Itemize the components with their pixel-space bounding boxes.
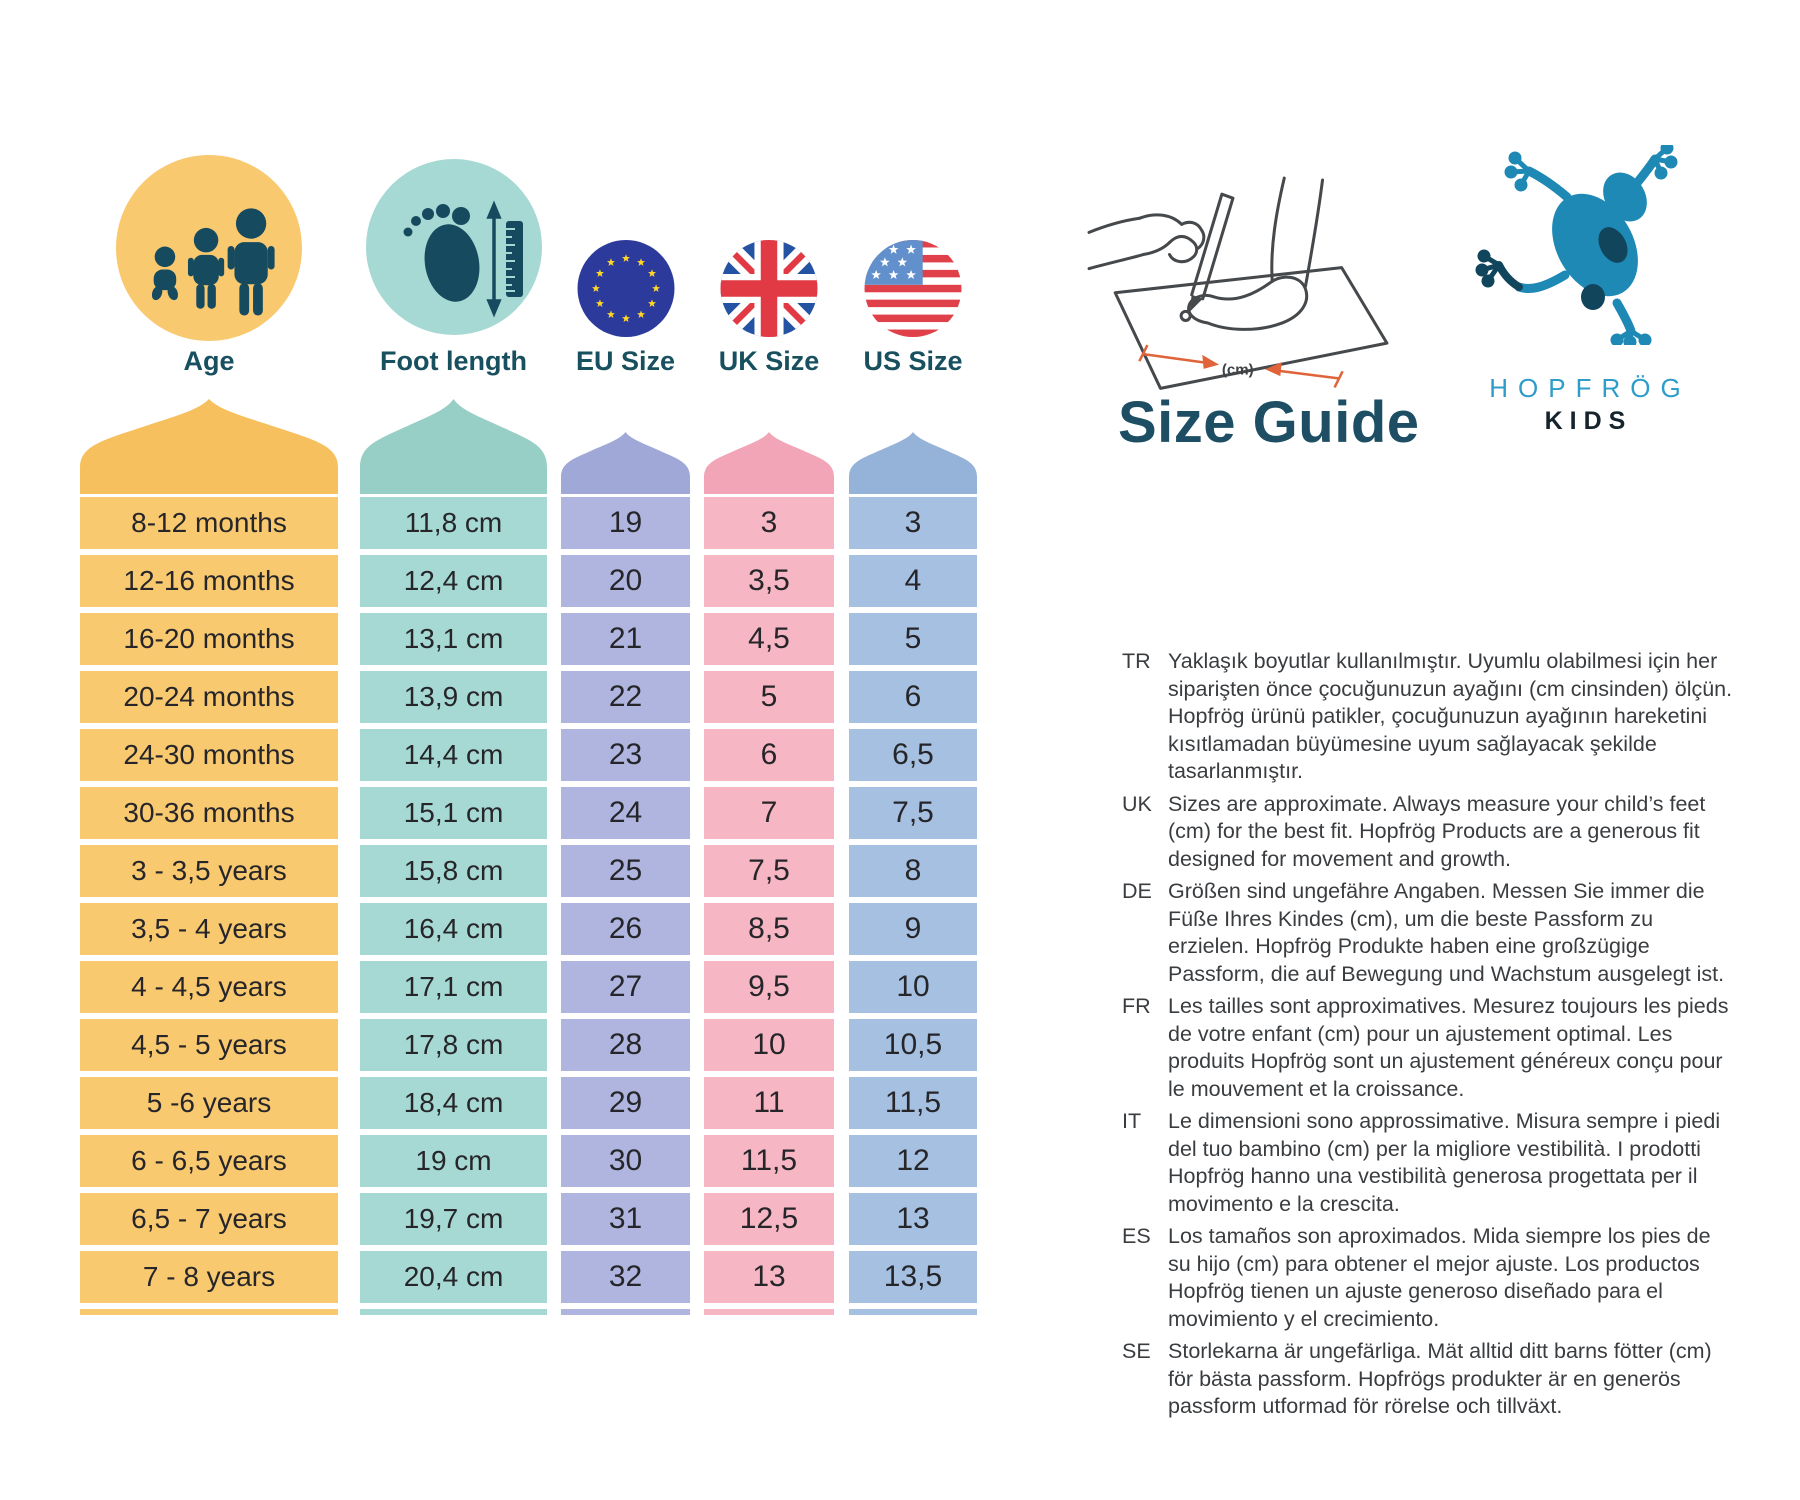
column-arch (704, 432, 834, 494)
column-header-foot-length: Foot length (380, 346, 527, 376)
foot-length-icon (366, 159, 542, 335)
size-cell-uk: 7,5 (704, 845, 834, 897)
language-notes (1122, 648, 1736, 1426)
language-note (1122, 1338, 1736, 1421)
size-cell-foot: 20,4 cm (360, 1251, 547, 1303)
size-cell-foot: 19 cm (360, 1135, 547, 1187)
foot-measuring-illustration (1085, 172, 1397, 392)
column-foot-length (360, 0, 547, 1500)
size-cell-eu: 26 (561, 903, 690, 955)
language-note (1122, 791, 1736, 874)
size-cell-uk: 6 (704, 729, 834, 781)
eu-flag-icon (577, 240, 674, 337)
size-cell-eu: 20 (561, 555, 690, 607)
size-cell-eu: 22 (561, 671, 690, 723)
language-note-text: Le dimensioni sono approssimative. Misura sempre i piedi del tuo bambino (cm) per la migliore vestibilità. I prodotti Hopfrög hanno una vestibilità generosa progettata per il movimento e la crescita. (1168, 1109, 1721, 1216)
size-cell-uk: 8,5 (704, 903, 834, 955)
size-cell-us: 7,5 (849, 787, 977, 839)
column-rows-uk (704, 497, 834, 1309)
size-cell-eu: 21 (561, 613, 690, 665)
size-cell-eu: 29 (561, 1077, 690, 1129)
size-cell-uk: 10 (704, 1019, 834, 1071)
size-cell-foot: 19,7 cm (360, 1193, 547, 1245)
size-cell-eu: 28 (561, 1019, 690, 1071)
language-note (1122, 648, 1736, 786)
language-note-text: Storlekarna är ungefärliga. Mät alltid ditt barns fötter (cm) för bästa passform. Hopfrögs produkter är en generös passform utformad för rörelse och tillväxt. (1168, 1339, 1712, 1418)
size-cell-age: 20-24 months (80, 671, 338, 723)
size-cell-us: 4 (849, 555, 977, 607)
column-arch (360, 399, 547, 494)
size-cell-age: 16-20 months (80, 613, 338, 665)
size-cell-age: 30-36 months (80, 787, 338, 839)
column-rows-us (849, 497, 977, 1309)
language-note-text: Größen sind ungefähre Angaben. Messen Sie immer die Füße Ihres Kindes (cm), um die beste Passform zu erzielen. Hopfrög Produkte haben eine großzügige Passform, die auf Bewegung und Wachstum ausgelegt ist. (1168, 879, 1725, 986)
language-note-text: Sizes are approximate. Always measure your child’s feet (cm) for the best fit. Hopfrög Products are a generous fit designed for movement and growth. (1168, 791, 1706, 871)
uk-flag-icon (721, 240, 818, 337)
size-cell-us: 6,5 (849, 729, 977, 781)
size-cell-uk: 9,5 (704, 961, 834, 1013)
size-cell-us: 3 (849, 497, 977, 549)
column-header-us-size: US Size (863, 346, 963, 376)
size-cell-age: 5 -6 years (80, 1077, 338, 1129)
column-rows-age (80, 497, 338, 1309)
size-cell-eu: 27 (561, 961, 690, 1013)
size-cell-us: 5 (849, 613, 977, 665)
size-cell-age: 4,5 - 5 years (80, 1019, 338, 1071)
size-cell-age: 24-30 months (80, 729, 338, 781)
size-cell-us: 11,5 (849, 1077, 977, 1129)
column-arch (80, 399, 338, 494)
column-us-size (849, 0, 977, 1500)
language-note (1122, 993, 1736, 1103)
age-group-icon (116, 155, 302, 341)
size-cell-us: 8 (849, 845, 977, 897)
size-cell-age: 6 - 6,5 years (80, 1135, 338, 1187)
size-cell-us: 10,5 (849, 1019, 977, 1071)
size-cell-foot: 18,4 cm (360, 1077, 547, 1129)
language-note-text: Los tamaños son aproximados. Mida siempre los pies de su hijo (cm) para obtener el mejor ajuste. Los productos Hopfrög tienen un ajuste generoso diseñado para el movimiento y el crecimiento. (1168, 1224, 1711, 1331)
size-cell-age: 4 - 4,5 years (80, 961, 338, 1013)
size-cell-age: 12-16 months (80, 555, 338, 607)
column-sliver (561, 1309, 690, 1315)
size-cell-us: 13 (849, 1193, 977, 1245)
size-cell-foot: 15,1 cm (360, 787, 547, 839)
size-cell-eu: 30 (561, 1135, 690, 1187)
size-cell-eu: 24 (561, 787, 690, 839)
size-cell-age: 8-12 months (80, 497, 338, 549)
size-cell-us: 9 (849, 903, 977, 955)
size-cell-eu: 19 (561, 497, 690, 549)
column-uk-size (704, 0, 834, 1500)
language-code: FR (1122, 994, 1151, 1018)
column-sliver (704, 1309, 834, 1315)
language-note-text: Yaklaşık boyutlar kullanılmıştır. Uyumlu olabilmesi için her siparişten önce çocuğunuzun ayağını (cm cinsinden) ölçün. Hopfrög ürünü patikler, çocuğunuzun ayağının hareketini kısıtlamadan büyümesine uyum sağlayacak şekilde tasarlanmıştır. (1168, 649, 1733, 783)
size-cell-eu: 23 (561, 729, 690, 781)
size-cell-uk: 5 (704, 671, 834, 723)
language-note-text: Les tailles sont approximatives. Mesurez toujours les pieds de votre enfant (cm) pour un ajustement optimal. Les produits Hopfrög sont un ajustement généreux conçu pour le mouvement et la croissance. (1168, 994, 1729, 1101)
language-note (1122, 1223, 1736, 1333)
size-cell-foot: 13,9 cm (360, 671, 547, 723)
language-code: TR (1122, 649, 1151, 673)
size-cell-uk: 4,5 (704, 613, 834, 665)
language-code: SE (1122, 1339, 1151, 1363)
column-header-uk-size: UK Size (718, 346, 820, 376)
size-cell-us: 13,5 (849, 1251, 977, 1303)
column-header-eu-size: EU Size (575, 346, 676, 376)
language-code: IT (1122, 1109, 1142, 1133)
size-cell-us: 12 (849, 1135, 977, 1187)
column-eu-size (561, 0, 690, 1500)
size-cell-eu: 31 (561, 1193, 690, 1245)
size-cell-foot: 17,1 cm (360, 961, 547, 1013)
page-title: Size Guide (1118, 389, 1420, 455)
column-rows-eu (561, 497, 690, 1309)
cm-label: (cm) (1221, 361, 1254, 379)
column-age (80, 0, 338, 1500)
size-cell-uk: 7 (704, 787, 834, 839)
column-rows-foot (360, 497, 547, 1309)
size-cell-age: 3 - 3,5 years (80, 845, 338, 897)
size-cell-age: 3,5 - 4 years (80, 903, 338, 955)
size-cell-uk: 13 (704, 1251, 834, 1303)
language-code: ES (1122, 1224, 1151, 1248)
size-cell-uk: 11,5 (704, 1135, 834, 1187)
size-cell-foot: 14,4 cm (360, 729, 547, 781)
size-cell-foot: 16,4 cm (360, 903, 547, 955)
size-cell-us: 10 (849, 961, 977, 1013)
size-cell-foot: 12,4 cm (360, 555, 547, 607)
size-cell-foot: 17,8 cm (360, 1019, 547, 1071)
language-note (1122, 1108, 1736, 1218)
language-code: UK (1122, 791, 1152, 816)
language-note (1122, 878, 1736, 988)
column-header-age: Age (183, 346, 235, 376)
size-cell-uk: 11 (704, 1077, 834, 1129)
size-cell-uk: 3 (704, 497, 834, 549)
brand-sub: KIDS (1544, 407, 1633, 435)
column-sliver (849, 1309, 977, 1315)
column-sliver (360, 1309, 547, 1315)
brand-logo (1460, 145, 1710, 436)
size-cell-age: 6,5 - 7 years (80, 1193, 338, 1245)
size-cell-foot: 15,8 cm (360, 845, 547, 897)
brand-name: HOPFRÖG (1489, 373, 1691, 403)
size-cell-uk: 12,5 (704, 1193, 834, 1245)
size-cell-foot: 13,1 cm (360, 613, 547, 665)
column-sliver (80, 1309, 338, 1315)
column-arch (561, 432, 690, 494)
size-cell-age: 7 - 8 years (80, 1251, 338, 1303)
size-cell-foot: 11,8 cm (360, 497, 547, 549)
size-cell-eu: 25 (561, 845, 690, 897)
size-cell-uk: 3,5 (704, 555, 834, 607)
us-flag-icon (865, 240, 962, 337)
column-arch (849, 432, 977, 494)
size-cell-eu: 32 (561, 1251, 690, 1303)
frog-icon (1475, 145, 1695, 337)
language-code: DE (1122, 879, 1152, 903)
size-cell-us: 6 (849, 671, 977, 723)
